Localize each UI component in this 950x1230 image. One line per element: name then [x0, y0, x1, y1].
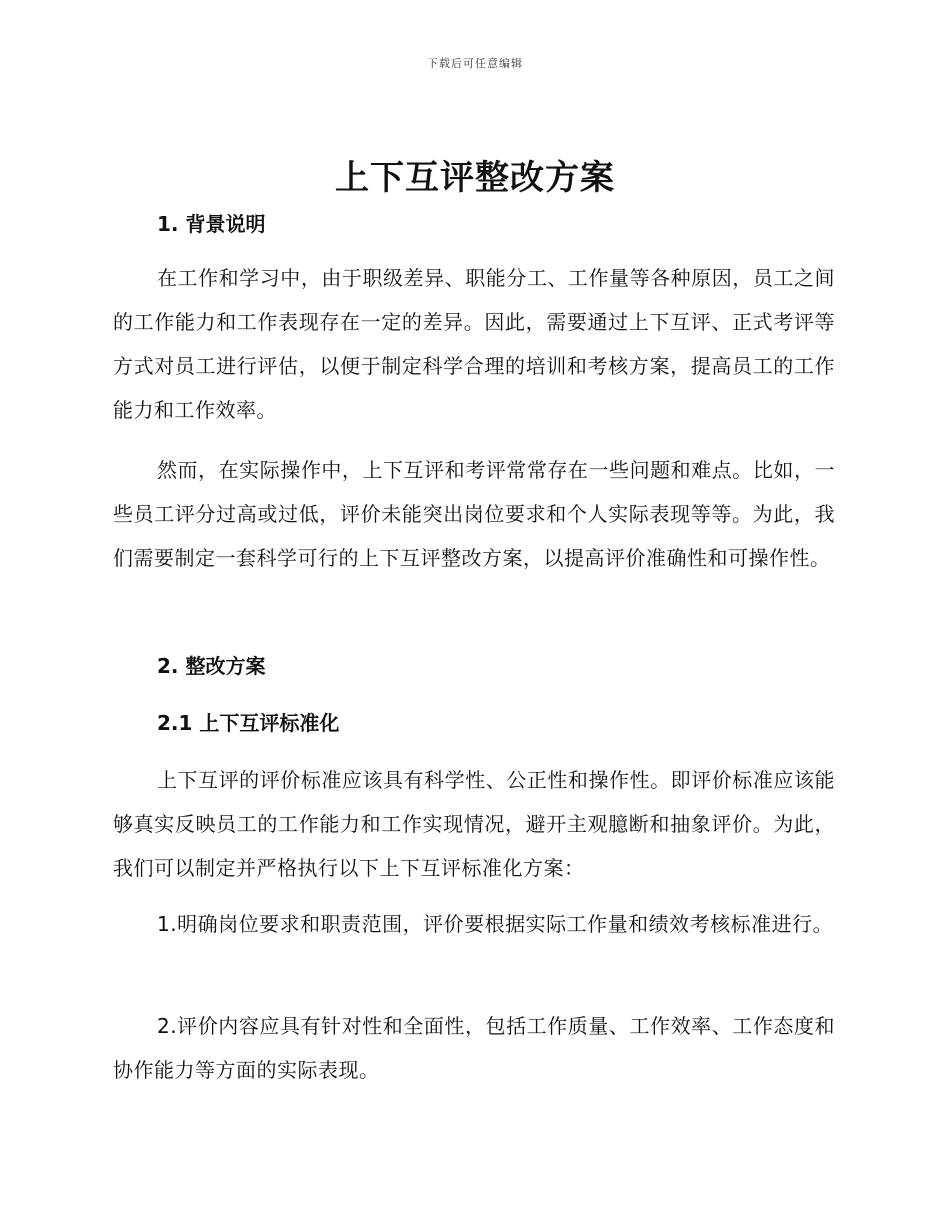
- section-1-heading: 1. 背景说明: [157, 212, 266, 236]
- section-1-paragraph-1: 在工作和学习中，由于职级差异、职能分工、工作量等各种原因，员工之间的工作能力和工作表现存在一定的差异。因此，需要通过上下互评、正式考评等方式对员工进行评估，以便于制定科学合理的培训和考核方案，提高员工的工作能力和工作效率。: [113, 266, 835, 422]
- section-2-1-heading: 2.1 上下互评标准化: [157, 711, 340, 735]
- document-title: 上下互评整改方案: [335, 158, 615, 198]
- section-2-heading: 2. 整改方案: [157, 654, 266, 678]
- section-2-1-item-1: 1.明确岗位要求和职责范围，评价要根据实际工作量和绩效考核标准进行。: [157, 912, 834, 936]
- section-2-1-item-2: 2.评价内容应具有针对性和全面性，包括工作质量、工作效率、工作态度和协作能力等方面的实际表现。: [113, 1014, 835, 1082]
- section-1-paragraph-2: 然而，在实际操作中，上下互评和考评常常存在一些问题和难点。比如，一些员工评分过高或过低，评价未能突出岗位要求和个人实际表现等等。为此，我们需要制定一套科学可行的上下互评整改方案，以提高评价准确性和可操作性。: [113, 458, 835, 570]
- header-note: 下载后可任意编辑: [427, 57, 523, 70]
- section-2-1-paragraph: 上下互评的评价标准应该具有科学性、公正性和操作性。即评价标准应该能够真实反映员工的工作能力和工作实现情况，避开主观臆断和抽象评价。为此，我们可以制定并严格执行以下上下互评标准化方案：: [113, 768, 835, 880]
